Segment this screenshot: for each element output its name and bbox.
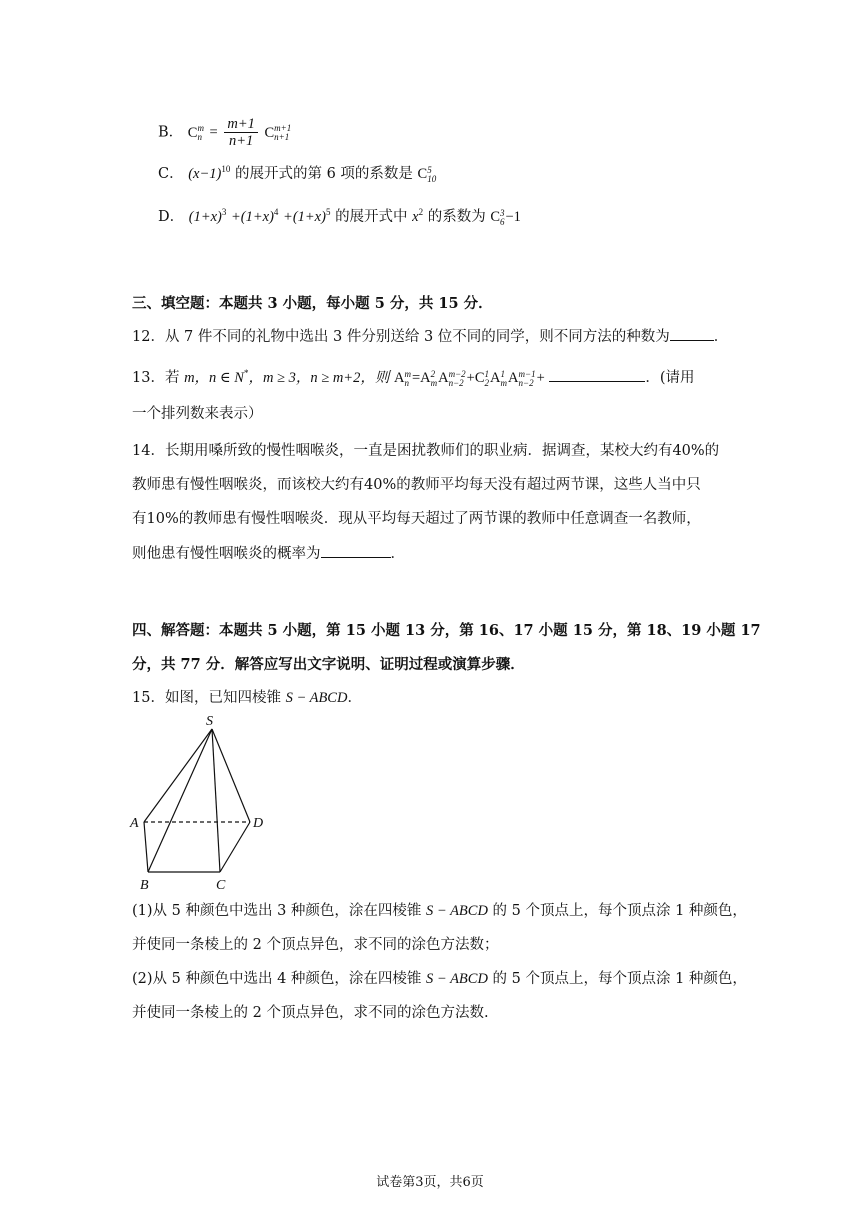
edge-sd — [212, 729, 250, 822]
vertex-label-b: B — [140, 878, 149, 893]
edge-sb — [148, 729, 212, 872]
answer-blank[interactable] — [321, 543, 391, 558]
equals: = — [209, 124, 218, 141]
vertex-label-s: S — [206, 714, 213, 729]
pyramid-name: S − ABCD — [426, 903, 488, 919]
section-3-heading: 三、填空题：本题共 3 小题，每小题 5 分，共 15 分． — [132, 295, 493, 312]
question-text: (2)从 5 种颜色中选出 4 种颜色，涂在四棱锥 — [132, 971, 422, 987]
question-15-part1-line1 — [132, 901, 747, 921]
vertex-label-d: D — [253, 816, 264, 831]
fraction: $\frac{m+1}{n+1}$ — [224, 116, 258, 149]
option-label: C． — [158, 166, 184, 182]
exponent: 5 — [325, 207, 331, 218]
pyramid-name: S − ABCD — [426, 971, 488, 987]
question-text: 的 5 个顶点上，每个顶点涂 1 种颜色， — [492, 903, 747, 919]
page-footer: 试卷第3页，共6页 — [376, 1175, 484, 1190]
option-label: B． — [158, 124, 184, 141]
option-label: D． — [158, 209, 185, 225]
question-14-line2: 教师患有慢性咽喉炎，而该校大约有40%的教师平均每天没有超过两节课，这些人当中只 — [132, 477, 701, 493]
question-15-part1-line2: 并使同一条棱上的 2 个顶点异色，求不同的涂色方法数； — [132, 937, 499, 953]
question-14-line4 — [132, 543, 405, 564]
star: * — [243, 368, 249, 379]
condition: m，n ∈ N — [184, 370, 244, 386]
question-13 — [132, 367, 695, 388]
punct: ． — [390, 546, 405, 562]
answer-blank[interactable] — [549, 367, 645, 382]
comb-symbol: C 3 6 — [490, 207, 505, 227]
question-12 — [132, 326, 728, 347]
exponent: 2 — [418, 207, 424, 218]
section-4-heading-line1: 四、解答题：本题共 5 小题，第 15 小题 13 分，第 16、17 小题 15 分，第 18、19 小题 17 — [132, 622, 761, 639]
comb-symbol: C m+1 n+1 — [264, 123, 292, 143]
term: +(1+x) — [231, 209, 274, 225]
question-15-part2-line1 — [132, 969, 747, 989]
option-c — [158, 164, 437, 184]
question-15-part2-line2: 并使同一条棱上的 2 个顶点异色，求不同的涂色方法数. — [132, 1005, 489, 1021]
punct: ． — [713, 329, 729, 345]
option-text: 的展开式的第 6 项的系数是 — [234, 166, 413, 182]
condition: ，m ≥ 3，n ≥ m+2，则 — [248, 370, 390, 386]
punct: ． — [347, 690, 362, 706]
option-b — [158, 116, 292, 149]
question-14-line1: 14．长期用嗓所致的慢性咽喉炎，一直是困扰教师们的职业病．据调查，某校大约有40%的 — [132, 443, 720, 459]
question-text: (1)从 5 种颜色中选出 3 种颜色，涂在四棱锥 — [132, 903, 422, 919]
comb-symbol: C 5 10 — [417, 164, 437, 184]
vertex-label-a: A — [130, 816, 139, 831]
question-15-intro — [132, 688, 362, 708]
expression: (x−1) — [188, 166, 222, 182]
answer-blank[interactable] — [670, 326, 714, 341]
question-13-line2: 一个排列数来表示） — [132, 406, 263, 422]
edge-sc — [212, 729, 220, 872]
term: (1+x) — [188, 209, 222, 225]
minus-one: −1 — [505, 209, 521, 225]
variable: x — [412, 209, 419, 225]
edge-cd — [220, 822, 250, 872]
formula: A m n =A 2 m A m−2 n−2 +C 1 2 A 1 m A m−1 n−2 + — [393, 368, 545, 388]
question-text: 15．如图，已知四棱锥 — [132, 690, 281, 706]
question-text: 13．若 — [132, 370, 180, 386]
question-text: ．(请用 — [645, 370, 695, 386]
pyramid-figure — [128, 712, 268, 894]
question-text: 12．从 7 件不同的礼物中选出 3 件分别送给 3 位不同的同学，则不同方法的种数为 — [132, 329, 670, 345]
question-14-line3: 有10%的教师患有慢性咽喉炎．现从平均每天超过了两节课的教师中任意调查一名教师， — [132, 511, 701, 527]
comb-symbol: C m n — [187, 123, 204, 143]
pyramid-name: S − ABCD — [285, 690, 348, 706]
exponent: 3 — [221, 207, 227, 218]
edge-ab — [144, 822, 148, 872]
option-text: 的系数为 — [427, 209, 486, 225]
question-text: 的 5 个顶点上，每个顶点涂 1 种颜色， — [492, 971, 747, 987]
option-text: 的展开式中 — [335, 209, 408, 225]
section-4-heading-line2: 分，共 77 分．解答应写出文字说明、证明过程或演算步骤． — [132, 656, 525, 673]
exponent: 4 — [273, 207, 279, 218]
option-d — [158, 207, 521, 227]
exponent: 10 — [221, 164, 231, 175]
vertex-label-c: C — [216, 878, 226, 893]
question-text: 则他患有慢性咽喉炎的概率为 — [132, 546, 321, 562]
edge-sa — [144, 729, 212, 822]
term: +(1+x) — [283, 209, 326, 225]
